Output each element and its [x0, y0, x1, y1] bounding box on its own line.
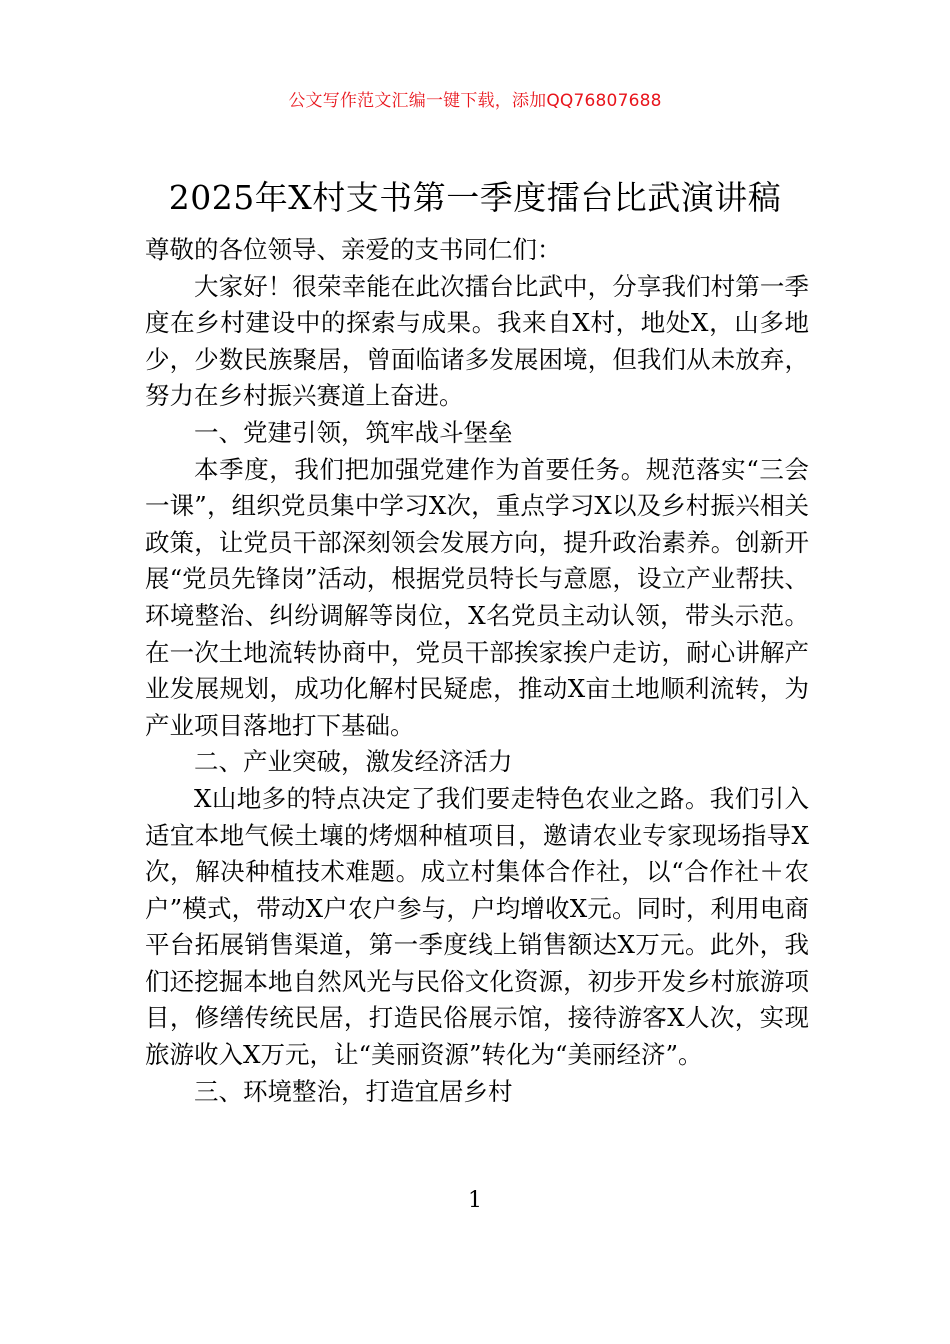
industry-paragraph: X山地多的特点决定了我们要走特色农业之路。我们引入适宜本地气候土壤的烤烟种植项目，邀请农业专家现场指导X次，解决种植技术难题。成立村集体合作社，以“合作社＋农户”模式，带动X户农户参与，户均增收X元。同时，利用电商平台拓展销售渠道，第一季度线上销售额达X万元。此外，我们还挖掘本地自然风光与民俗文化资源，初步开发乡村旅游项目，修缮传统民居，打造民俗展示馆，接待游客X人次，实现旅游收入X万元，让“美丽资源”转化为“美丽经济”。: [145, 783, 809, 1070]
salutation: 尊敬的各位领导、亲爱的支书同仁们：: [145, 235, 562, 264]
section-heading-environment: 三、环境整治，打造宜居乡村: [194, 1076, 513, 1106]
document-body: [145, 232, 809, 1110]
section-heading-industry: 二、产业突破，激发经济活力: [194, 747, 513, 777]
section-heading-party-building: 一、党建引领，筑牢战斗堡垒: [194, 417, 513, 447]
party-building-paragraph: 本季度，我们把加强党建作为首要任务。规范落实“三会一课”，组织党员集中学习X次，重点学习X以及乡村振兴相关政策，让党员干部深刻领会发展方向，提升政治素养。创新开展“党员先锋岗”活动，根据党员特长与意愿，设立产业帮扶、环境整治、纠纷调解等岗位，X名党员主动认领，带头示范。在一次土地流转协商中，党员干部挨家挨户走访，耐心讲解产业发展规划，成功化解村民疑虑，推动X亩土地顺利流转，为产业项目落地打下基础。: [145, 454, 809, 740]
page-number: 1: [468, 1188, 482, 1213]
opening-paragraph: 大家好！很荣幸能在此次擂台比武中，分享我们村第一季度在乡村建设中的探索与成果。我来自X村，地处X，山多地少，少数民族聚居，曾面临诸多发展困境，但我们从未放弃，努力在乡村振兴赛道上奋进。: [145, 271, 809, 411]
download-promo-note: 公文写作范文汇编一键下载，添加QQ76807688: [288, 91, 662, 111]
document-title: 2025年X村支书第一季度擂台比武演讲稿: [168, 178, 782, 217]
